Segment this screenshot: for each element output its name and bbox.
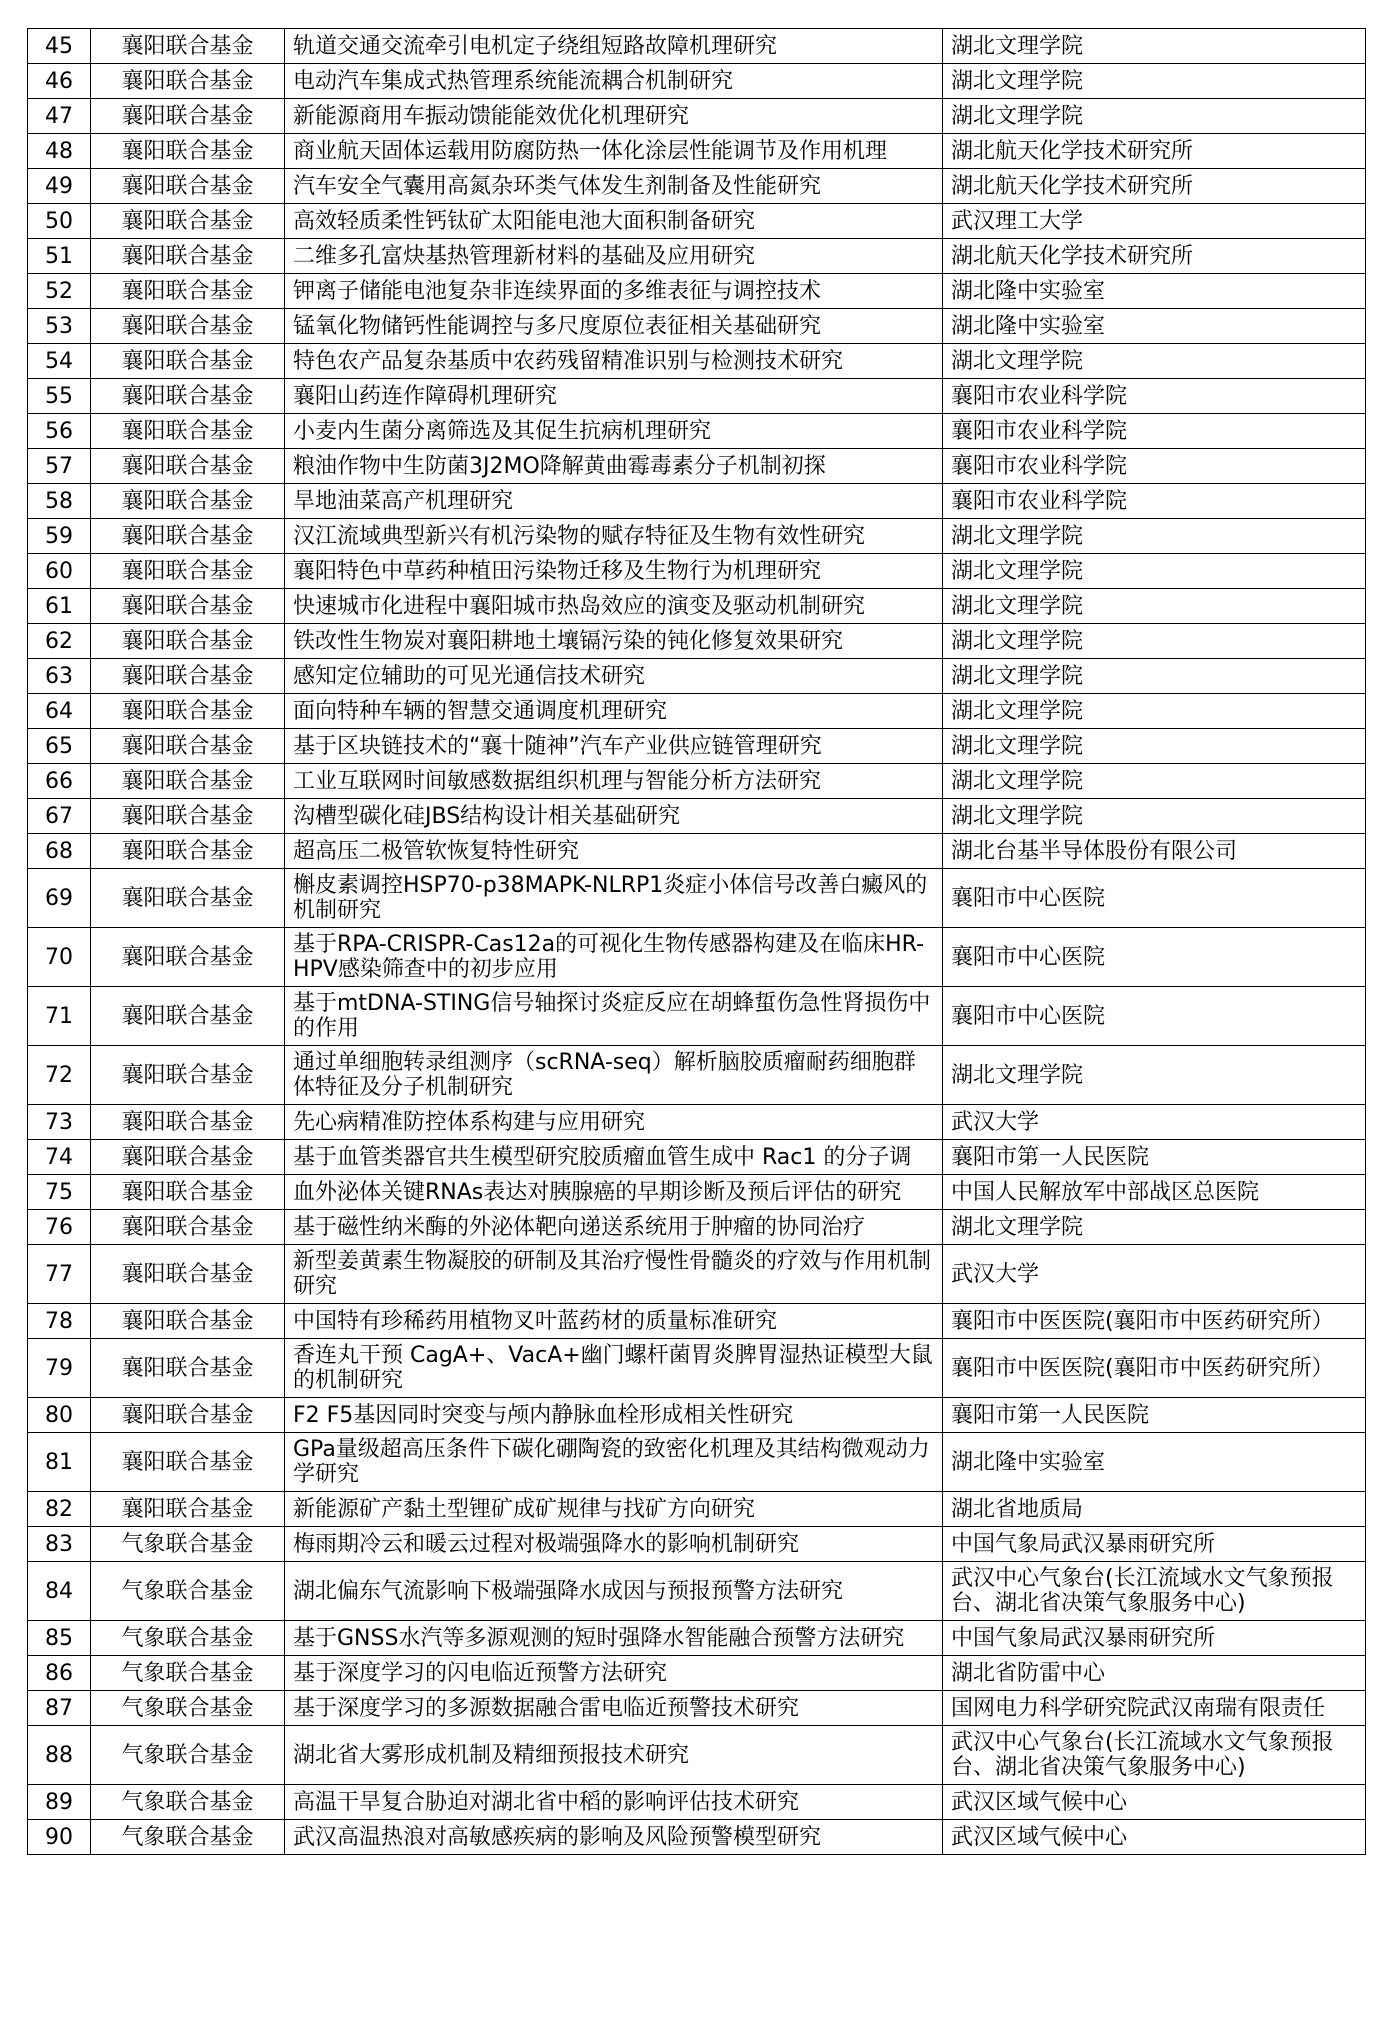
institution-cell: 襄阳市中心医院: [943, 928, 1366, 987]
fund-type-cell: 襄阳联合基金: [91, 589, 285, 624]
project-title-cell: 基于深度学习的闪电临近预警方法研究: [285, 1656, 943, 1691]
project-title-cell: 武汉高温热浪对高敏感疾病的影响及风险预警模型研究: [285, 1820, 943, 1855]
institution-cell: 武汉中心气象台(长江流域水文气象预报台、湖北省决策气象服务中心): [943, 1726, 1366, 1785]
project-title-cell: 锰氧化物储钙性能调控与多尺度原位表征相关基础研究: [285, 309, 943, 344]
fund-type-cell: 襄阳联合基金: [91, 694, 285, 729]
institution-cell: 襄阳市农业科学院: [943, 449, 1366, 484]
table-row: [28, 1304, 1366, 1339]
institution-cell: 中国人民解放军中部战区总医院: [943, 1175, 1366, 1210]
institution-cell: 湖北文理学院: [943, 344, 1366, 379]
institution-cell: 湖北文理学院: [943, 64, 1366, 99]
project-title-cell: 沟槽型碳化硅JBS结构设计相关基础研究: [285, 799, 943, 834]
fund-type-cell: 襄阳联合基金: [91, 928, 285, 987]
table-row: [28, 659, 1366, 694]
row-number-cell: 82: [28, 1492, 91, 1527]
fund-type-cell: 襄阳联合基金: [91, 987, 285, 1046]
project-title-cell: 基于mtDNA-STING信号轴探讨炎症反应在胡蜂蜇伤急性肾损伤中的作用: [285, 987, 943, 1046]
institution-cell: 武汉区域气候中心: [943, 1785, 1366, 1820]
table-row: [28, 29, 1366, 64]
fund-type-cell: 襄阳联合基金: [91, 1339, 285, 1398]
institution-cell: 湖北文理学院: [943, 799, 1366, 834]
project-title-cell: 基于深度学习的多源数据融合雷电临近预警技术研究: [285, 1691, 943, 1726]
row-number-cell: 54: [28, 344, 91, 379]
project-title-cell: 血外泌体关键RNAs表达对胰腺癌的早期诊断及预后评估的研究: [285, 1175, 943, 1210]
project-title-cell: 通过单细胞转录组测序（scRNA-seq）解析脑胶质瘤耐药细胞群体特征及分子机制研究: [285, 1046, 943, 1105]
fund-type-cell: 襄阳联合基金: [91, 1304, 285, 1339]
fund-type-cell: 襄阳联合基金: [91, 1046, 285, 1105]
table-row: [28, 694, 1366, 729]
table-row: [28, 764, 1366, 799]
fund-type-cell: 襄阳联合基金: [91, 414, 285, 449]
row-number-cell: 65: [28, 729, 91, 764]
institution-cell: 武汉大学: [943, 1245, 1366, 1304]
table-row: [28, 484, 1366, 519]
table-row: [28, 589, 1366, 624]
institution-cell: 武汉理工大学: [943, 204, 1366, 239]
row-number-cell: 85: [28, 1621, 91, 1656]
institution-cell: 湖北航天化学技术研究所: [943, 169, 1366, 204]
project-title-cell: 旱地油菜高产机理研究: [285, 484, 943, 519]
project-title-cell: 香连丸干预 CagA+、VacA+幽门螺杆菌胃炎脾胃湿热证模型大鼠的机制研究: [285, 1339, 943, 1398]
institution-cell: 襄阳市农业科学院: [943, 484, 1366, 519]
fund-type-cell: 襄阳联合基金: [91, 729, 285, 764]
institution-cell: 湖北文理学院: [943, 519, 1366, 554]
table-row: [28, 928, 1366, 987]
fund-type-cell: 气象联合基金: [91, 1621, 285, 1656]
fund-type-cell: 襄阳联合基金: [91, 204, 285, 239]
institution-cell: 襄阳市中医医院(襄阳市中医药研究所）: [943, 1339, 1366, 1398]
fund-type-cell: 襄阳联合基金: [91, 99, 285, 134]
institution-cell: 湖北隆中实验室: [943, 309, 1366, 344]
institution-cell: 中国气象局武汉暴雨研究所: [943, 1527, 1366, 1562]
project-title-cell: 基于血管类器官共生模型研究胶质瘤血管生成中 Rac1 的分子调: [285, 1140, 943, 1175]
row-number-cell: 48: [28, 134, 91, 169]
project-title-cell: 湖北省大雾形成机制及精细预报技术研究: [285, 1726, 943, 1785]
project-title-cell: 基于RPA-CRISPR-Cas12a的可视化生物传感器构建及在临床HR-HPV感染筛查中的初步应用: [285, 928, 943, 987]
table-row: [28, 1691, 1366, 1726]
row-number-cell: 87: [28, 1691, 91, 1726]
institution-cell: 中国气象局武汉暴雨研究所: [943, 1621, 1366, 1656]
institution-cell: 湖北文理学院: [943, 29, 1366, 64]
fund-type-cell: 襄阳联合基金: [91, 1245, 285, 1304]
table-row: [28, 239, 1366, 274]
table-row: [28, 1140, 1366, 1175]
table-row: [28, 1656, 1366, 1691]
institution-cell: 襄阳市农业科学院: [943, 414, 1366, 449]
table-row: [28, 1433, 1366, 1492]
table-row: [28, 169, 1366, 204]
institution-cell: 武汉区域气候中心: [943, 1820, 1366, 1855]
row-number-cell: 67: [28, 799, 91, 834]
project-title-cell: 中国特有珍稀药用植物叉叶蓝药材的质量标准研究: [285, 1304, 943, 1339]
row-number-cell: 77: [28, 1245, 91, 1304]
fund-type-cell: 气象联合基金: [91, 1726, 285, 1785]
row-number-cell: 68: [28, 834, 91, 869]
fund-type-cell: 襄阳联合基金: [91, 869, 285, 928]
row-number-cell: 74: [28, 1140, 91, 1175]
table-row: [28, 1527, 1366, 1562]
project-title-cell: 铁改性生物炭对襄阳耕地土壤镉污染的钝化修复效果研究: [285, 624, 943, 659]
project-title-cell: 湖北偏东气流影响下极端强降水成因与预报预警方法研究: [285, 1562, 943, 1621]
table-row: [28, 449, 1366, 484]
row-number-cell: 49: [28, 169, 91, 204]
fund-type-cell: 襄阳联合基金: [91, 659, 285, 694]
row-number-cell: 81: [28, 1433, 91, 1492]
fund-type-cell: 襄阳联合基金: [91, 134, 285, 169]
row-number-cell: 79: [28, 1339, 91, 1398]
table-row: [28, 204, 1366, 239]
fund-type-cell: 气象联合基金: [91, 1820, 285, 1855]
table-row: [28, 799, 1366, 834]
institution-cell: 襄阳市中心医院: [943, 869, 1366, 928]
table-row: [28, 869, 1366, 928]
table-row: [28, 624, 1366, 659]
institution-cell: 湖北省防雷中心: [943, 1656, 1366, 1691]
table-row: [28, 1245, 1366, 1304]
fund-type-cell: 气象联合基金: [91, 1785, 285, 1820]
project-title-cell: 高效轻质柔性钙钛矿太阳能电池大面积制备研究: [285, 204, 943, 239]
row-number-cell: 60: [28, 554, 91, 589]
project-title-cell: 襄阳特色中草药种植田污染物迁移及生物行为机理研究: [285, 554, 943, 589]
project-title-cell: 襄阳山药连作障碍机理研究: [285, 379, 943, 414]
row-number-cell: 59: [28, 519, 91, 554]
table-row: [28, 1398, 1366, 1433]
table-row: [28, 834, 1366, 869]
institution-cell: 湖北文理学院: [943, 764, 1366, 799]
institution-cell: 襄阳市第一人民医院: [943, 1398, 1366, 1433]
row-number-cell: 57: [28, 449, 91, 484]
institution-cell: 武汉中心气象台(长江流域水文气象预报台、湖北省决策气象服务中心): [943, 1562, 1366, 1621]
table-row: [28, 1105, 1366, 1140]
project-title-cell: 电动汽车集成式热管理系统能流耦合机制研究: [285, 64, 943, 99]
table-row: [28, 1046, 1366, 1105]
fund-type-cell: 襄阳联合基金: [91, 379, 285, 414]
row-number-cell: 58: [28, 484, 91, 519]
project-title-cell: 高温干旱复合胁迫对湖北省中稻的影响评估技术研究: [285, 1785, 943, 1820]
institution-cell: 湖北台基半导体股份有限公司: [943, 834, 1366, 869]
row-number-cell: 51: [28, 239, 91, 274]
project-title-cell: 汉江流域典型新兴有机污染物的赋存特征及生物有效性研究: [285, 519, 943, 554]
fund-type-cell: 襄阳联合基金: [91, 1105, 285, 1140]
fund-type-cell: 襄阳联合基金: [91, 1492, 285, 1527]
fund-type-cell: 襄阳联合基金: [91, 274, 285, 309]
institution-cell: 湖北航天化学技术研究所: [943, 239, 1366, 274]
project-title-cell: 二维多孔富炔基热管理新材料的基础及应用研究: [285, 239, 943, 274]
project-title-cell: 先心病精准防控体系构建与应用研究: [285, 1105, 943, 1140]
project-title-cell: 感知定位辅助的可见光通信技术研究: [285, 659, 943, 694]
row-number-cell: 45: [28, 29, 91, 64]
table-row: [28, 64, 1366, 99]
fund-type-cell: 气象联合基金: [91, 1527, 285, 1562]
institution-cell: 湖北文理学院: [943, 729, 1366, 764]
fund-type-cell: 襄阳联合基金: [91, 1140, 285, 1175]
fund-type-cell: 襄阳联合基金: [91, 834, 285, 869]
project-title-cell: 基于GNSS水汽等多源观测的短时强降水智能融合预警方法研究: [285, 1621, 943, 1656]
project-title-cell: 梅雨期冷云和暖云过程对极端强降水的影响机制研究: [285, 1527, 943, 1562]
table-row: [28, 1726, 1366, 1785]
table-row: [28, 99, 1366, 134]
fund-type-cell: 气象联合基金: [91, 1656, 285, 1691]
institution-cell: 湖北文理学院: [943, 554, 1366, 589]
project-title-cell: 新型姜黄素生物凝胶的研制及其治疗慢性骨髓炎的疗效与作用机制研究: [285, 1245, 943, 1304]
institution-cell: 湖北文理学院: [943, 99, 1366, 134]
institution-cell: 湖北文理学院: [943, 659, 1366, 694]
row-number-cell: 73: [28, 1105, 91, 1140]
table-row: [28, 379, 1366, 414]
table-row: [28, 1175, 1366, 1210]
fund-type-cell: 襄阳联合基金: [91, 519, 285, 554]
fund-type-cell: 襄阳联合基金: [91, 239, 285, 274]
fund-type-cell: 襄阳联合基金: [91, 29, 285, 64]
fund-type-cell: 气象联合基金: [91, 1691, 285, 1726]
fund-type-cell: 襄阳联合基金: [91, 624, 285, 659]
row-number-cell: 86: [28, 1656, 91, 1691]
table-row: [28, 1785, 1366, 1820]
row-number-cell: 46: [28, 64, 91, 99]
row-number-cell: 70: [28, 928, 91, 987]
institution-cell: 国网电力科学研究院武汉南瑞有限责任: [943, 1691, 1366, 1726]
row-number-cell: 78: [28, 1304, 91, 1339]
fund-type-cell: 襄阳联合基金: [91, 344, 285, 379]
fund-type-cell: 襄阳联合基金: [91, 1398, 285, 1433]
row-number-cell: 50: [28, 204, 91, 239]
project-title-cell: 钾离子储能电池复杂非连续界面的多维表征与调控技术: [285, 274, 943, 309]
row-number-cell: 90: [28, 1820, 91, 1855]
row-number-cell: 61: [28, 589, 91, 624]
row-number-cell: 71: [28, 987, 91, 1046]
fund-type-cell: 襄阳联合基金: [91, 484, 285, 519]
institution-cell: 襄阳市中医医院(襄阳市中医药研究所）: [943, 1304, 1366, 1339]
project-title-cell: 小麦内生菌分离筛选及其促生抗病机理研究: [285, 414, 943, 449]
table-row: [28, 1820, 1366, 1855]
row-number-cell: 75: [28, 1175, 91, 1210]
fund-type-cell: 襄阳联合基金: [91, 1175, 285, 1210]
row-number-cell: 89: [28, 1785, 91, 1820]
row-number-cell: 64: [28, 694, 91, 729]
table-row: [28, 1339, 1366, 1398]
row-number-cell: 63: [28, 659, 91, 694]
project-title-cell: 粮油作物中生防菌3J2MO降解黄曲霉毒素分子机制初探: [285, 449, 943, 484]
project-title-cell: 新能源商用车振动馈能能效优化机理研究: [285, 99, 943, 134]
fund-type-cell: 襄阳联合基金: [91, 764, 285, 799]
table-row: [28, 987, 1366, 1046]
institution-cell: 湖北文理学院: [943, 589, 1366, 624]
institution-cell: 襄阳市中心医院: [943, 987, 1366, 1046]
table-row: [28, 309, 1366, 344]
institution-cell: 湖北文理学院: [943, 1046, 1366, 1105]
project-title-cell: GPa量级超高压条件下碳化硼陶瓷的致密化机理及其结构微观动力学研究: [285, 1433, 943, 1492]
institution-cell: 湖北文理学院: [943, 624, 1366, 659]
row-number-cell: 52: [28, 274, 91, 309]
institution-cell: 湖北文理学院: [943, 694, 1366, 729]
institution-cell: 湖北航天化学技术研究所: [943, 134, 1366, 169]
fund-type-cell: 襄阳联合基金: [91, 554, 285, 589]
project-title-cell: 快速城市化进程中襄阳城市热岛效应的演变及驱动机制研究: [285, 589, 943, 624]
project-title-cell: 特色农产品复杂基质中农药残留精准识别与检测技术研究: [285, 344, 943, 379]
row-number-cell: 56: [28, 414, 91, 449]
table-row: [28, 519, 1366, 554]
project-title-cell: 基于区块链技术的“襄十随神”汽车产业供应链管理研究: [285, 729, 943, 764]
row-number-cell: 53: [28, 309, 91, 344]
row-number-cell: 83: [28, 1527, 91, 1562]
row-number-cell: 88: [28, 1726, 91, 1785]
institution-cell: 武汉大学: [943, 1105, 1366, 1140]
fund-type-cell: 气象联合基金: [91, 1562, 285, 1621]
project-title-cell: 商业航天固体运载用防腐防热一体化涂层性能调节及作用机理: [285, 134, 943, 169]
table-row: [28, 134, 1366, 169]
row-number-cell: 84: [28, 1562, 91, 1621]
table-row: [28, 1621, 1366, 1656]
row-number-cell: 76: [28, 1210, 91, 1245]
fund-type-cell: 襄阳联合基金: [91, 169, 285, 204]
project-title-cell: 新能源矿产黏土型锂矿成矿规律与找矿方向研究: [285, 1492, 943, 1527]
table-row: [28, 729, 1366, 764]
table-row: [28, 1210, 1366, 1245]
institution-cell: 湖北省地质局: [943, 1492, 1366, 1527]
table-row: [28, 554, 1366, 589]
project-list-body: [28, 29, 1366, 1855]
project-title-cell: 汽车安全气囊用高氮杂环类气体发生剂制备及性能研究: [285, 169, 943, 204]
row-number-cell: 66: [28, 764, 91, 799]
institution-cell: 襄阳市农业科学院: [943, 379, 1366, 414]
row-number-cell: 47: [28, 99, 91, 134]
institution-cell: 襄阳市第一人民医院: [943, 1140, 1366, 1175]
project-title-cell: 超高压二极管软恢复特性研究: [285, 834, 943, 869]
institution-cell: 湖北隆中实验室: [943, 274, 1366, 309]
table-row: [28, 414, 1366, 449]
institution-cell: 湖北隆中实验室: [943, 1433, 1366, 1492]
row-number-cell: 69: [28, 869, 91, 928]
project-title-cell: F2 F5基因同时突变与颅内静脉血栓形成相关性研究: [285, 1398, 943, 1433]
fund-type-cell: 襄阳联合基金: [91, 1210, 285, 1245]
institution-cell: 湖北文理学院: [943, 1210, 1366, 1245]
project-title-cell: 基于磁性纳米酶的外泌体靶向递送系统用于肿瘤的协同治疗: [285, 1210, 943, 1245]
table-row: [28, 1562, 1366, 1621]
fund-type-cell: 襄阳联合基金: [91, 64, 285, 99]
row-number-cell: 72: [28, 1046, 91, 1105]
project-list-table: [27, 28, 1366, 1855]
row-number-cell: 62: [28, 624, 91, 659]
project-title-cell: 槲皮素调控HSP70-p38MAPK-NLRP1炎症小体信号改善白癜风的机制研究: [285, 869, 943, 928]
table-row: [28, 1492, 1366, 1527]
fund-type-cell: 襄阳联合基金: [91, 449, 285, 484]
project-title-cell: 轨道交通交流牵引电机定子绕组短路故障机理研究: [285, 29, 943, 64]
row-number-cell: 80: [28, 1398, 91, 1433]
table-row: [28, 344, 1366, 379]
table-row: [28, 274, 1366, 309]
project-title-cell: 面向特种车辆的智慧交通调度机理研究: [285, 694, 943, 729]
row-number-cell: 55: [28, 379, 91, 414]
fund-type-cell: 襄阳联合基金: [91, 799, 285, 834]
fund-type-cell: 襄阳联合基金: [91, 1433, 285, 1492]
project-title-cell: 工业互联网时间敏感数据组织机理与智能分析方法研究: [285, 764, 943, 799]
fund-type-cell: 襄阳联合基金: [91, 309, 285, 344]
